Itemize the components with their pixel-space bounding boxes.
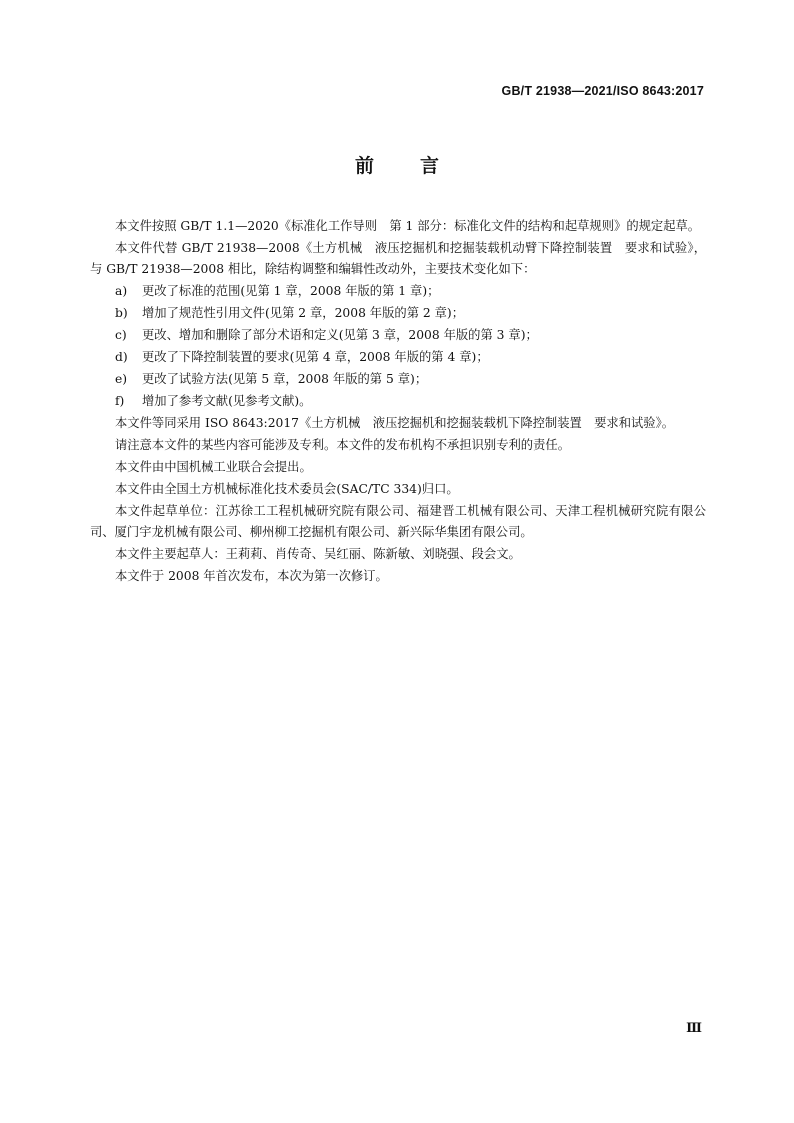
change-item [115, 325, 706, 346]
paragraph-patent-notice: 请注意本文件的某些内容可能涉及专利。本文件的发布机构不承担识别专利的责任。 [115, 438, 570, 452]
change-item-text: 更改了标准的范围(见第 1 章，2008 年版的第 1 章)； [142, 284, 440, 298]
page-title [0, 151, 794, 178]
title-char-2: 言 [420, 155, 440, 177]
change-item-label: c) [115, 328, 127, 342]
paragraph-drafting-units: 本文件起草单位：江苏徐工工程机械研究院有限公司、福建晋工机械有限公司、天津工程机械研究院有限公司、厦门宇龙机械有限公司、柳州柳工挖掘机有限公司、新兴际华集团有限公司。 [90, 504, 706, 539]
paragraph-replacement: 本文件代替 GB/T 21938—2008《土方机械 液压挖掘机和挖掘装载机动臂下降控制装置 要求和试验》，与 GB/T 21938—2008 相比，除结构调整和编辑性改动外，主要技术变化如下： [90, 241, 706, 276]
change-item-text: 更改了下降控制装置的要求(见第 4 章，2008 年版的第 4 章)； [142, 350, 489, 364]
paragraph-drafting-rule: 本文件按照 GB/T 1.1—2020《标准化工作导则 第 1 部分：标准化文件的结构和起草规则》的规定起草。 [115, 219, 701, 233]
change-item-text: 更改、增加和删除了部分术语和定义(见第 3 章，2008 年版的第 3 章)； [142, 328, 538, 342]
paragraph-history: 本文件于 2008 年首次发布，本次为第一次修订。 [115, 569, 388, 583]
change-item-label: e) [115, 372, 128, 386]
title-char-1: 前 [354, 155, 374, 177]
paragraph-committee: 本文件由全国土方机械标准化技术委员会(SAC/TC 334)归口。 [115, 482, 459, 496]
change-item-label: b) [115, 306, 128, 320]
paragraph-drafters: 本文件主要起草人：王莉莉、肖传奇、吴红丽、陈新敏、刘晓强、段会文。 [115, 547, 521, 561]
change-item-text: 增加了规范性引用文件(见第 2 章，2008 年版的第 2 章)； [142, 306, 465, 320]
change-item [115, 369, 706, 390]
page-number: Ⅲ [686, 1021, 702, 1036]
change-item [115, 281, 706, 302]
change-item-label: d) [115, 350, 128, 364]
foreword-body [90, 216, 706, 588]
change-item [115, 303, 706, 324]
change-item [115, 391, 706, 412]
change-item-label: a) [115, 284, 128, 298]
paragraph-iso-adoption: 本文件等同采用 ISO 8643:2017《土方机械 液压挖掘机和挖掘装载机下降控制装置 要求和试验》。 [115, 416, 675, 430]
standard-code: GB/T 21938—2021/ISO 8643:2017 [501, 84, 704, 98]
change-item-text: 增加了参考文献(见参考文献)。 [142, 394, 312, 408]
change-item-text: 更改了试验方法(见第 5 章，2008 年版的第 5 章)； [142, 372, 428, 386]
paragraph-proposer: 本文件由中国机械工业联合会提出。 [115, 460, 312, 474]
change-item [115, 347, 706, 368]
change-item-label: f) [115, 394, 125, 408]
